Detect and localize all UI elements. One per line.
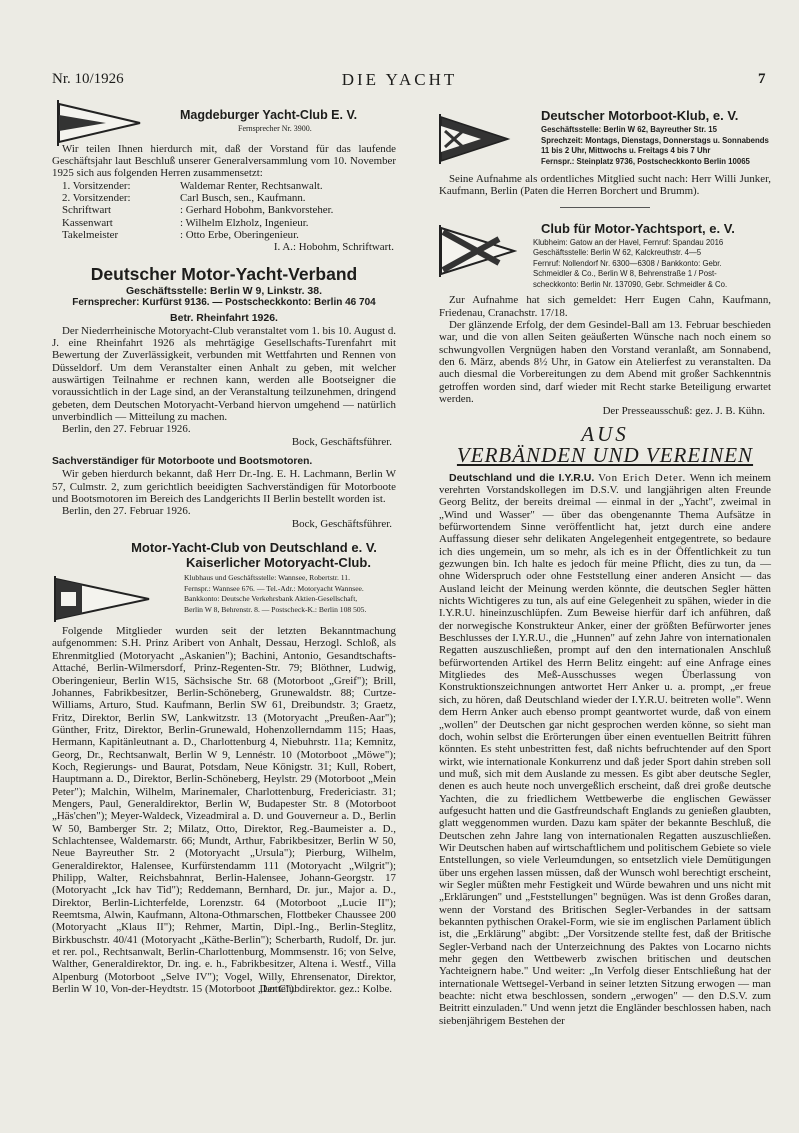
section-heading-line-2: VERBÄNDEN UND VEREINEN [456,442,754,467]
issue-number: Nr. 10/1926 [52,71,124,87]
magdeburg-title: Magdeburger Yacht-Club E. V. [180,108,358,122]
mycd-info-line: Bankkonto: Deutsche Verkehrsbank Aktien-Gesellschaft, [184,594,358,604]
dmk-info-line: Fernspr.: Steinplatz 9736, Postscheckkonto Berlin 10065 [541,156,750,166]
divider [560,207,650,208]
section-heading [439,421,771,467]
dmyv-signature-2: Bock, Geschäftsführer. [291,517,392,530]
cmy-info-line: Fernruf: Nollendorf Nr. 6300—6308 / Bankkonto: Gebr. [533,258,722,268]
mycd-signature: Der Clubdirektor. gez.: Kolbe. [259,983,392,996]
aus-section [439,421,771,1027]
dmk-section [439,98,771,208]
left-column [52,98,396,996]
dmyv-date-2: Berlin, den 27. Februar 1926. [62,505,191,518]
dmk-info-line: Sprechzeit: Montags, Dienstags, Donnerstags u. Sonnabends 11 bis 2 Uhr, Mittwochs u. Freitags 4 bis 7 Uhr [541,135,769,155]
aus-body: Wenn ich meinem verehrten Vorstandskollegen im D.S.V. und langjährigen alten Freunde Georg Belitz, der bereits dreimal — einmal in der „Yacht", zweimal in „Wind und Wasser" — über das obengenannte Thema Aufsätze in befürwortendem Sinne veröffentlicht hat, jetzt durch eine andere Auffassung dieser sehr delikaten Angelegenheit entgegentrete, so bedaure ich dies ungemein, um so mehr, als ich es in der Öffentlichkeit zu tun gezwungen bin. Ich halte es jedoch für meine Pflicht, dies zu tun, da — ohne Widerspruch oder ohne Feststellung einer anderen Ansicht — das Ausland leicht der Meinung werden könnte, die deutschen Segler hätten nichts Wichtigeres zu tun, als auf eine Gelegenheit zu spähen, wieder in die I.Y.R.U. hineinzuschlüpfen. Zum Beweise hierfür darf ich anführen, daß der norwegische Konstrukteur Anker, einer der größten Befürworter jenes Beschlusses der I.Y.R.U., die „Hunnen" auf zehn Jahre von internationalen Regatten auszuschließen, prompt auf den den internationalen Anschluß befürwortenden Artikel des Herrn Belitz eingeht: auf eine Anfrage eines Mitgliedes des Meß-Ausschusses wegen Überlassung von Konstruktionszeichnungen antwortet Herr Anker u. a. prompt, „er freue sich, zu hören, daß Deutschland wieder der I.Y.R.U. beitreten wolle". Wenn dem Herrn Anker auch ebenso prompt geantwortet wurde, daß von einem „wollen" der Deutschen gar nicht gesprochen werden könne, so sieht man doch, wohin selbst die Erörterungen über einen eventuellen Beitritt führen könnten. Es steht unbestritten fest, daß nichts befruchtender auf den Sport wirkt, wie internationale Konkurrenz und daß jeder Sport dahin streben soll und muß, sich mit dem Auslande zu messen. Es gibt aber deutsche Segler, denen es auch heute noch unvergeßlich erscheint, daß drei große deutsche Yachten, die zu friedlichem Wettbewerbe die englischen Gewässer aufgesucht hatten und die Gastfreundschaft Englands zu genießen glaubten, glatt weggenommen wurden. Dazu kam später der bekannte Beschluß, die Deutschen zehn Jahre lang von internationalen Regatten auszuschließen. Wir Deutschen haben auf wirtschaftlichem und politischem Gebiete so viele Entstellungen, so viele Verleumdungen, so entsetzlich viele Demütigungen über uns ergehen lassen müssen, daß der Wunsch wohl berechtigt erscheint, wir Segler müßten mehr Festigkeit und Würde bewahren und uns nicht mit „Erklärungen" und „Feststellungen" begnügen. Was ist denn Großes daran, wenn der Vorstand des Britischen Segler-Verbandes in der sattsam bekannten pythischen Orakel-Form, wie sie im englischen Parlament üblich ist, die „Erklärung" abgibt: „Der Vorsitzende stellte fest, daß der Britische Segler-Verband nach der Unterzeichnung des Paktes von Locarno nichts mehr gegen den Wettbewerb zwischen britischen und deutschen Yachteignern habe." Und weiter: „In Verfolg dieser Entschließung hat der internationale Wettsegel-Verband in seiner letzten Sitzung erwogen — man beachte: nicht etwa beschlossen, sondern „erwogen" — den D.S.V. zum Beitritt einzuladen." Und wenn jetzt die Engländer beschlossen haben, nach siebenjährigem Bestehen der [439,471,771,1027]
club-pennant-icon [52,576,152,622]
club-pennant-icon [437,114,511,164]
mycd-text: Folgende Mitglieder wurden seit der letzten Bekanntmachung aufgenommen: S.H. Prinz Aribert von Anhalt, Dessau, Herzogl. Schloß, als Ehrenmitglied (Motoryacht „Askanien"); Bachini, Antonio, Gesandtschafts-Attaché, Berlin-Wilmersdorf, Prinz-Regenten-Str. 79; Blöthner, Ludwig, Oberingenieur, Berlin W15, Sächsische Str. 68 (Motorboot „Greif"); Brill, Johannes, Fabrikbesitzer, Berlin-Schöneberg, Grunewaldstr. 88; Curtze-Williams, Arturo, Stud. Kaufmann, Berlin SW 61, Dreibundstr. 3; Graetz, Fritz, Direktor, Berlin SW, Lankwitzstr. 13 (Motoryacht „Preußen-Aar"); Günther, Fritz, Direktor, Berlin-Grunewald, Hohenzollerndamm 115; Haas, Hermann, Kapitänleutnant a. D., Charlottenburg 4, Niebuhrstr. 11a; Kemnitz, Georg, Dr., Rechtsanwalt, Berlin W 9, Lennéstr. 10 (Motorboot „Möwe"); Koch, Regierungs- und Baurat, Potsdam, Neue Königstr. 31; Kull, Robert, Hauptmann a. D., Direktor, Berlin-Schöneberg, Heylstr. 29 (Motorboot „Mein Peter"); Malchin, Wilhelm, Marinemaler, Charlottenburg, Fredericiastr. 31; Mengers, Paul, Generaldirektor, Berlin W, Budapester Str. 8 (Motorboot „Häs'chen"); Meyer-Waldeck, Vizeadmiral a. D. und Gouverneur a. D., Berlin W 50, Bamberger Str. 2; Milatz, Otto, Direktor, Reg.-Baumeister a. D., Schlachtensee, Waldemarstr. 66; Mundt, Arthur, Fabrikbesitzer, Berlin W 50, Neue Bayreuther Str. 2 (Motoryacht „Ursula"); Pierburg, Wilhelm, Generaldirektor, Halensee, Kurfürstendamm 111 (Motoryacht „Wilgrit"); Philipp, Walter, Reichsbahnrat, Berlin-Halensee, Johann-Georgstr. 17 (Motoryacht „Ick hav Tid"); Reddemann, Bernhard, Dr. jur., Major a. D., Direktor, Berlin-Lichterfelde, Lorenzstr. 64 (Motorboot „Lucie II"); Reemtsma, Alwin, Kaufmann, Altona-Othmarschen, Flottbeker Chaussee 200 (Motoryacht „Klaus II"); Rehmer, Martin, Dipl.-Ing., Berlin-Steglitz, Birkbuschstr. 40/41 (Motoryacht „Käthe-Berlin"); Scherbarth, Rudolf, Dr. jur. et rer. pol., Rechtsanwalt, Berlin-Charlottenburg, Mommsenstr. 16; von Selve, Walther, Generaldirektor, Dr. ing. e. h., Fabrikbesitzer, Altena i. Westf., Villa Alpenburg (Motorboot „Selve IV"); Vogel, Willy, Ehrensenator, Direktor, Berlin W 10, Von-der-Heydtstr. 15 (Motorboot „Lotte"). [52,625,396,996]
mycd-title-2: Kaiserlicher Motoryacht-Club. [186,555,371,571]
dmyv-subhead: Betr. Rheinfahrt 1926. [170,312,278,325]
aus-lead: Deutschland und die I.Y.R.U. [449,471,595,484]
dmyv-office: Geschäftsstelle: Berlin W 9, Linkstr. 38. [125,284,323,297]
cmy-info-line: Geschäftsstelle: Berlin W 62, Kalckreuthstr. 4—5 [533,248,702,258]
aus-text [439,472,771,1027]
officer-row: Schriftwart : Gerhard Hobohm, Bankvorsteher. [62,204,334,217]
mycd-section [52,540,396,996]
cmy-section [439,217,771,418]
cmy-text-1: Zur Aufnahme hat sich gemeldet: Herr Eugen Cahn, Kaufmann, Friedenau, Cranachstr. 17/18. [439,294,771,319]
magdeburg-phone: Fernsprecher Nr. 3900. [238,124,312,133]
dmyv-phone: Fernsprecher: Kurfürst 9136. — Postscheckkonto: Berlin 46 704 [72,296,376,308]
officer-row: 1. Vorsitzender: Waldemar Renter, Rechtsanwalt. [62,179,323,192]
mycd-title-1: Motor-Yacht-Club von Deutschland e. V. [131,540,377,556]
officer-row: 2. Vorsitzender: Carl Busch, sen., Kaufmann. [62,191,306,204]
cmy-signature: Der Presseausschuß: gez. J. B. Kühn. [602,405,765,418]
right-column [439,98,771,1027]
club-pennant-icon [54,100,144,146]
mycd-info-line: Berlin W 8, Behrenstr. 8. — Postscheck-K.: Berlin 108 505. [184,604,367,614]
officer-row: Takelmeister : Otto Erbe, Oberingenieur. [62,228,299,241]
dmyv-text: Der Niederrheinische Motoryacht-Club veranstaltet vom 1. bis 10. August d. J. eine Rheinfahrt 1926 als mehrtägige Gesellschafts-Turenfahrt mit Bewertung der Zuverlässigkeit, verbunden mit Wettfahrten und Rennen von Düsseldorf. Um dem Veranstalter einen Anhalt zu geben, mit welcher auswärtigen Teilnahme er rechnen kann, werden alle Bootseigner die voraussichtlich in der Lage sind, an der Veranstaltung teilzunehmen, dringend gebeten, dem Deutschen Motoryacht-Verband hiervon umgehend — natürlich unverbindlich — Mitteilung zu machen. [52,324,396,424]
cmy-info-line: scheckkonto: Berlin Nr. 137090, Gebr. Schmeidler & Co. [533,279,728,289]
magdeburg-text: Wir teilen Ihnen hierdurch mit, daß der Vorstand für das laufende Geschäftsjahr laut Beschluß unserer Generalversammlung vom 10. November 1925 sich aus folgenden Herren zusammensetzt: [52,142,396,180]
page-number: 7 [758,71,766,87]
club-pennant-icon [437,225,517,277]
aus-author: Von Erich Deter. [598,471,686,484]
section-heading-line-1: AUS [581,421,629,446]
cmy-title: Club für Motor-Yachtsport, e. V. [541,220,735,236]
dmyv-text-2: Wir geben hierdurch bekannt, daß Herr Dr.-Ing. E. H. Lachmann, Berlin W 57, Culmstr. 2, zum gerichtlich beeidigten Sachverständigen für Motorboote und Bootsmotoren im Bereich des Landgerichts II Berlin bestellt worden ist. [52,468,396,506]
cmy-info-line: Schmeidler & Co., Berlin W 8, Behrenstraße 1 / Post- [533,269,717,279]
dmyv-section [52,264,396,531]
dmyv-signature: Bock, Geschäftsführer. [291,435,392,448]
magdeburg-section [52,98,396,254]
dmyv-title: Deutscher Motor-Yacht-Verband [90,263,358,284]
cmy-text-2: Der glänzende Erfolg, der dem Gesindel-Ball am 13. Februar beschieden war, und die von allen Seiten geäußerten Wünsche nach noch einem so schwungvollen Vergnügen haben den Vorstand veranlaßt, am Sonnabend, den 6. März, abends 8½ Uhr, in Gatow ein Atelierfest zu veranstalten. Da auch diesmal die Vorbereitungen zu dem Abend mit großer Sachkenntnis getroffen worden sind, darf wieder mit Recht starke Beteiligung erwartet werden. [439,318,771,405]
dmk-title: Deutscher Motorboot-Klub, e. V. [541,108,739,123]
magazine-title: DIE YACHT [341,70,458,89]
dmk-info-line: Geschäftsstelle: Berlin W 62, Bayreuther Str. 15 [541,125,717,134]
dmk-text: Seine Aufnahme als ordentliches Mitglied sucht nach: Herr Willi Junker, Kaufmann, Berlin (Paten die Herren Borchert und Brumm). [439,173,771,198]
mycd-info-line: Fernspr.: Wannsee 676. — Tel.-Adr.: Motoryacht Wannsee. [184,583,364,593]
dmyv-date: Berlin, den 27. Februar 1926. [62,423,191,436]
mycd-info-line: Klubhaus und Geschäftsstelle: Wannsee, Robertstr. 11. [184,573,350,583]
magdeburg-signature: I. A.: Hobohm, Schriftwart. [273,241,394,254]
dmyv-subhead-2: Sachverständiger für Motorboote und Bootsmotoren. [52,456,313,468]
officer-row: Kassenwart : Wilhelm Elzholz, Ingenieur. [62,216,309,229]
cmy-info-line: Klubheim: Gatow an der Havel, Fernruf: Spandau 2016 [533,237,724,247]
